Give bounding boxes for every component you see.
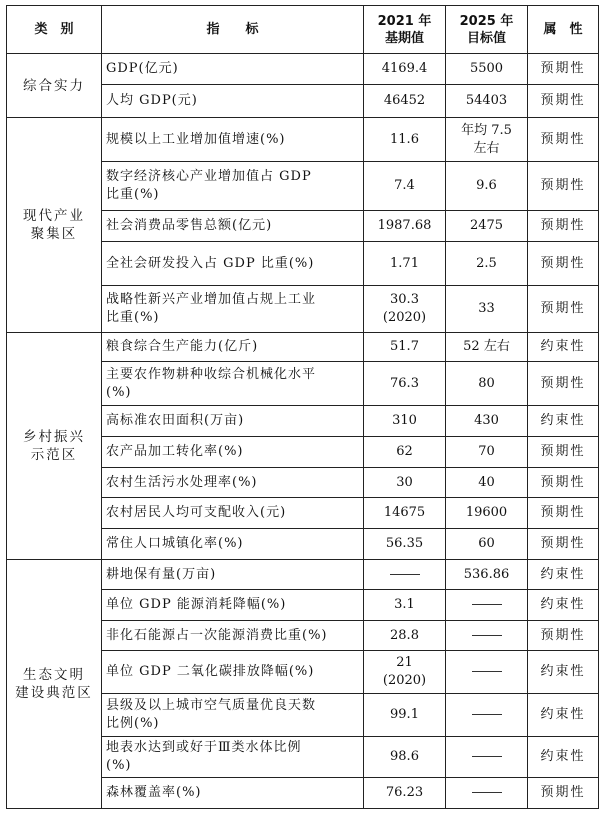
base-value-cell: 28.8 xyxy=(364,621,446,651)
target-value-cell: 60 xyxy=(446,529,528,560)
base-value-cell: 14675 xyxy=(364,498,446,529)
dash-placeholder xyxy=(472,604,502,605)
attribute-cell: 约束性 xyxy=(528,590,599,621)
indicator-cell: 主要农作物耕种收综合机械化水平 (%) xyxy=(102,362,364,406)
base-value-cell: 62 xyxy=(364,437,446,468)
indicator-cell: 县级及以上城市空气质量优良天数 比例(%) xyxy=(102,694,364,737)
indicator-cell: 农村生活污水处理率(%) xyxy=(102,468,364,498)
base-value-cell xyxy=(364,560,446,590)
base-value-cell: 51.7 xyxy=(364,333,446,362)
indicator-cell: 粮食综合生产能力(亿斤) xyxy=(102,333,364,362)
attribute-cell: 预期性 xyxy=(528,362,599,406)
base-value-cell: 1.71 xyxy=(364,242,446,286)
attribute-cell: 约束性 xyxy=(528,651,599,694)
attribute-cell: 预期性 xyxy=(528,529,599,560)
indicator-cell: GDP(亿元) xyxy=(102,54,364,85)
indicator-cell: 社会消费品零售总额(亿元) xyxy=(102,211,364,242)
base-value-cell: 310 xyxy=(364,406,446,437)
attribute-cell: 预期性 xyxy=(528,54,599,85)
attribute-cell: 预期性 xyxy=(528,162,599,211)
base-value-cell: 1987.68 xyxy=(364,211,446,242)
attribute-cell: 预期性 xyxy=(528,211,599,242)
table-row xyxy=(7,560,599,590)
target-value-cell: 80 xyxy=(446,362,528,406)
header-target-year: 2025 年 xyxy=(459,13,514,29)
header-base xyxy=(364,6,446,54)
target-value-cell xyxy=(446,590,528,621)
dash-placeholder xyxy=(472,792,502,793)
target-value-cell xyxy=(446,737,528,778)
target-value-cell: 5500 xyxy=(446,54,528,85)
dash-placeholder xyxy=(472,714,502,715)
attribute-cell: 预期性 xyxy=(528,778,599,809)
indicator-cell: 规模以上工业增加值增速(%) xyxy=(102,118,364,162)
indicator-cell: 高标准农田面积(万亩) xyxy=(102,406,364,437)
base-value-cell: 76.3 xyxy=(364,362,446,406)
category-cell: 生态文明 建设典范区 xyxy=(7,560,102,809)
indicator-cell: 非化石能源占一次能源消费比重(%) xyxy=(102,621,364,651)
table-row xyxy=(7,333,599,362)
target-value-cell: 54403 xyxy=(446,85,528,118)
indicator-cell: 人均 GDP(元) xyxy=(102,85,364,118)
header-attribute: 属 性 xyxy=(528,6,599,54)
base-value-cell: 3.1 xyxy=(364,590,446,621)
target-value-cell xyxy=(446,621,528,651)
attribute-cell: 约束性 xyxy=(528,694,599,737)
category-cell: 现代产业 聚集区 xyxy=(7,118,102,333)
table-header xyxy=(7,6,599,54)
table-row xyxy=(7,118,599,162)
header-base-label: 基期值 xyxy=(384,30,424,46)
target-value-cell: 536.86 xyxy=(446,560,528,590)
target-value-cell: 19600 xyxy=(446,498,528,529)
dash-placeholder xyxy=(472,756,502,757)
attribute-cell: 预期性 xyxy=(528,437,599,468)
base-value-cell: 56.35 xyxy=(364,529,446,560)
target-value-cell: 70 xyxy=(446,437,528,468)
category-cell: 乡村振兴 示范区 xyxy=(7,333,102,560)
dash-placeholder xyxy=(390,574,420,575)
attribute-cell: 预期性 xyxy=(528,621,599,651)
table-body xyxy=(7,54,599,809)
attribute-cell: 预期性 xyxy=(528,118,599,162)
base-value-cell: 7.4 xyxy=(364,162,446,211)
indicator-table xyxy=(6,5,599,809)
header-category: 类 别 xyxy=(7,6,102,54)
base-value-cell: 30.3 (2020) xyxy=(364,286,446,333)
base-value-cell: 11.6 xyxy=(364,118,446,162)
base-value-cell: 46452 xyxy=(364,85,446,118)
base-value-cell: 30 xyxy=(364,468,446,498)
indicator-cell: 单位 GDP 二氧化碳排放降幅(%) xyxy=(102,651,364,694)
attribute-cell: 约束性 xyxy=(528,406,599,437)
indicator-cell: 地表水达到或好于Ⅲ类水体比例 (%) xyxy=(102,737,364,778)
base-value-cell: 21 (2020) xyxy=(364,651,446,694)
indicator-cell: 单位 GDP 能源消耗降幅(%) xyxy=(102,590,364,621)
indicator-cell: 全社会研发投入占 GDP 比重(%) xyxy=(102,242,364,286)
indicator-cell: 农产品加工转化率(%) xyxy=(102,437,364,468)
target-value-cell: 33 xyxy=(446,286,528,333)
attribute-cell: 预期性 xyxy=(528,286,599,333)
attribute-cell: 约束性 xyxy=(528,560,599,590)
target-value-cell: 430 xyxy=(446,406,528,437)
target-value-cell: 2.5 xyxy=(446,242,528,286)
indicator-cell: 农村居民人均可支配收入(元) xyxy=(102,498,364,529)
base-value-cell: 98.6 xyxy=(364,737,446,778)
attribute-cell: 预期性 xyxy=(528,242,599,286)
target-value-cell: 52 左右 xyxy=(446,333,528,362)
target-value-cell xyxy=(446,778,528,809)
indicator-cell: 数字经济核心产业增加值占 GDP 比重(%) xyxy=(102,162,364,211)
indicator-cell: 常住人口城镇化率(%) xyxy=(102,529,364,560)
target-value-cell xyxy=(446,651,528,694)
header-target-label: 目标值 xyxy=(466,30,506,46)
attribute-cell: 预期性 xyxy=(528,498,599,529)
indicator-cell: 耕地保有量(万亩) xyxy=(102,560,364,590)
target-value-cell: 40 xyxy=(446,468,528,498)
attribute-cell: 约束性 xyxy=(528,333,599,362)
indicator-cell: 森林覆盖率(%) xyxy=(102,778,364,809)
dash-placeholder xyxy=(472,671,502,672)
base-value-cell: 76.23 xyxy=(364,778,446,809)
attribute-cell: 预期性 xyxy=(528,468,599,498)
indicator-cell: 战略性新兴产业增加值占规上工业 比重(%) xyxy=(102,286,364,333)
base-value-cell: 4169.4 xyxy=(364,54,446,85)
target-value-cell: 2475 xyxy=(446,211,528,242)
attribute-cell: 约束性 xyxy=(528,737,599,778)
header-indicator: 指 标 xyxy=(102,6,364,54)
target-value-cell: 9.6 xyxy=(446,162,528,211)
target-value-cell xyxy=(446,694,528,737)
table-row xyxy=(7,54,599,85)
header-base-year: 2021 年 xyxy=(377,13,432,29)
base-value-cell: 99.1 xyxy=(364,694,446,737)
target-value-cell: 年均 7.5 左右 xyxy=(446,118,528,162)
header-target xyxy=(446,6,528,54)
attribute-cell: 预期性 xyxy=(528,85,599,118)
category-cell: 综合实力 xyxy=(7,54,102,118)
dash-placeholder xyxy=(472,635,502,636)
